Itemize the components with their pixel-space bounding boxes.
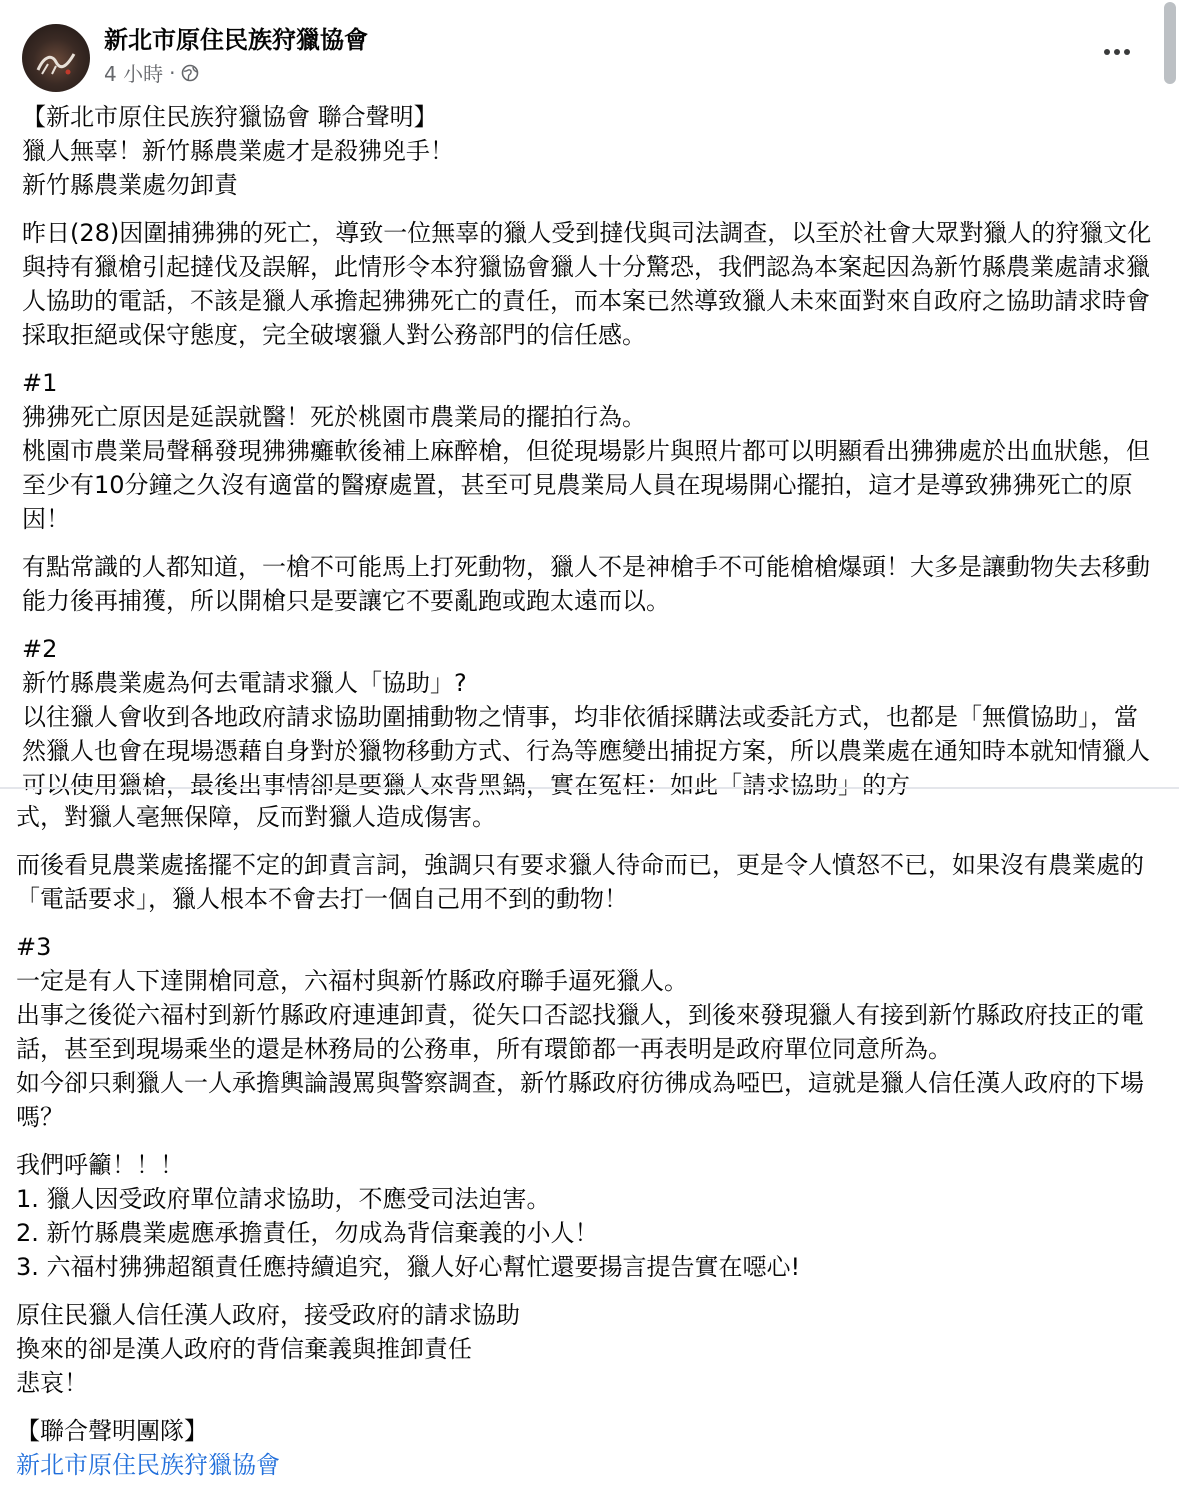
appeal-heading: 我們呼籲！！！ [16,1151,184,1179]
section-heading: 狒狒死亡原因是延誤就醫！死於桃園市農業局的擺拍行為。 [22,403,646,431]
appeal-item: 1. 獵人因受政府單位請求協助，不應受司法迫害。 [16,1185,551,1213]
section-text: 式，對獵人毫無保障，反而對獵人造成傷害。 [16,803,496,831]
page-name-link[interactable]: 新北市原住民族狩獵協會 [104,26,368,54]
section-number: #1 [22,369,58,397]
post-header [22,18,1149,94]
meta-separator: · [169,60,176,85]
appeal-item: 2. 新竹縣農業處應承擔責任，勿成為背信棄義的小人！ [16,1219,599,1247]
more-horizontal-icon [1104,49,1110,55]
section-1 [22,366,1152,536]
post-meta [104,58,199,87]
title-line: 新竹縣農業處勿卸責 [22,171,238,199]
section-text: 而後看見農業處搖擺不定的卸責言詞，強調只有要求獵人待命而已，更是令人憤怒不已，如果沒有農業處的「電話要求」，獵人根本不會去打一個自己用不到的動物！ [16,851,1144,913]
team-heading: 【聯合聲明團隊】 [16,1417,208,1445]
section-heading: 一定是有人下達開槍同意，六福村與新竹縣政府聯手逼死獵人。 [16,967,688,995]
section-heading: 新竹縣農業處為何去電請求獵人「協助」? [22,669,467,697]
appeal-item: 3. 六福村狒狒超額責任應持續追究，獵人好心幫忙還要揚言提告實在噁心! [16,1253,801,1281]
scrollbar-thumb[interactable] [1164,2,1176,84]
title-line: 獵人無辜！新竹縣農業處才是殺狒兇手！ [22,137,454,165]
appeal-block [16,1148,1164,1284]
logo-mark-icon [34,48,78,78]
section-text: 以往獵人會收到各地政府請求協助圍捕動物之情事，均非依循採購法或委託方式，也都是「無償協助」，當然獵人也會在現場憑藉自身對於獵物移動方式、行為等應變出捕捉方案，所以農業處在通知時本就知情獵人可以使用獵槍，最後出事情卻是要獵人來背黑鍋，實在冤枉：如此「請求協助」的方 [22,703,1150,799]
section-2-continued [16,800,1164,834]
section-2 [22,632,1152,802]
team-block [16,1414,1164,1482]
more-dot [1124,49,1130,55]
section-2-note [16,848,1164,916]
section-text: 有點常識的人都知道，一槍不可能馬上打死動物，獵人不是神槍手不可能槍槍爆頭！大多是讓動物失去移動能力後再捕獲，所以開槍只是要讓它不要亂跑或跑太遠而以。 [22,553,1150,615]
post-body [22,100,1152,802]
screenshot-seam [0,787,1179,789]
globe-icon [181,64,199,82]
section-text: 出事之後從六福村到新竹縣政府連連卸責，從矢口否認找獵人，到後來發現獵人有接到新竹縣政府技正的電話，甚至到現場乘坐的還是林務局的公務車，所有環節都一再表明是政府單位同意所為。 [16,1001,1144,1063]
section-number: #3 [16,933,52,961]
more-options-button[interactable] [1097,40,1137,64]
section-text: 桃園市農業局聲稱發現狒狒癱軟後補上麻醉槍，但從現場影片與照片都可以明顯看出狒狒處於出血狀態，但至少有10分鐘之久沒有適當的醫療處置，甚至可見農業局人員在現場開心擺拍，這才是導致狒狒死亡的原因！ [22,437,1150,533]
team-page-link[interactable]: 新北市原住民族狩獵協會 [16,1451,280,1479]
section-3 [16,930,1164,1134]
post-body-continued [16,800,1164,1496]
title-line: 【新北市原住民族狩獵協會 聯合聲明】 [22,103,438,131]
intro-text: 昨日(28)因圍捕狒狒的死亡，導致一位無辜的獵人受到撻伐與司法調查，以至於社會大眾對獵人的狩獵文化與持有獵槍引起撻伐及誤解，此情形令本狩獵協會獵人十分驚恐，我們認為本案起因為新竹縣農業處請求獵人協助的電話，不該是獵人承擔起狒狒死亡的責任，而本案已然導致獵人未來面對來自政府之協助請求時會採取拒絕或保守態度，完全破壞獵人對公務部門的信任感。 [22,219,1152,349]
closing-line: 原住民獵人信任漢人政府，接受政府的請求協助 [16,1301,520,1329]
intro-paragraph [22,216,1152,352]
closing-line: 悲哀！ [16,1369,88,1397]
avatar[interactable] [22,24,90,92]
closing-line: 換來的卻是漢人政府的背信棄義與推卸責任 [16,1335,472,1363]
section-text: 如今卻只剩獵人一人承擔輿論謾罵與警察調查，新竹縣政府彷彿成為啞巴，這就是獵人信任漢人政府的下場嗎？ [16,1069,1144,1131]
section-number: #2 [22,635,58,663]
post-time[interactable]: 4 小時 [104,62,164,86]
closing-block [16,1298,1164,1400]
section-1-note [22,550,1152,618]
more-dot [1114,49,1120,55]
title-block [22,100,1152,202]
